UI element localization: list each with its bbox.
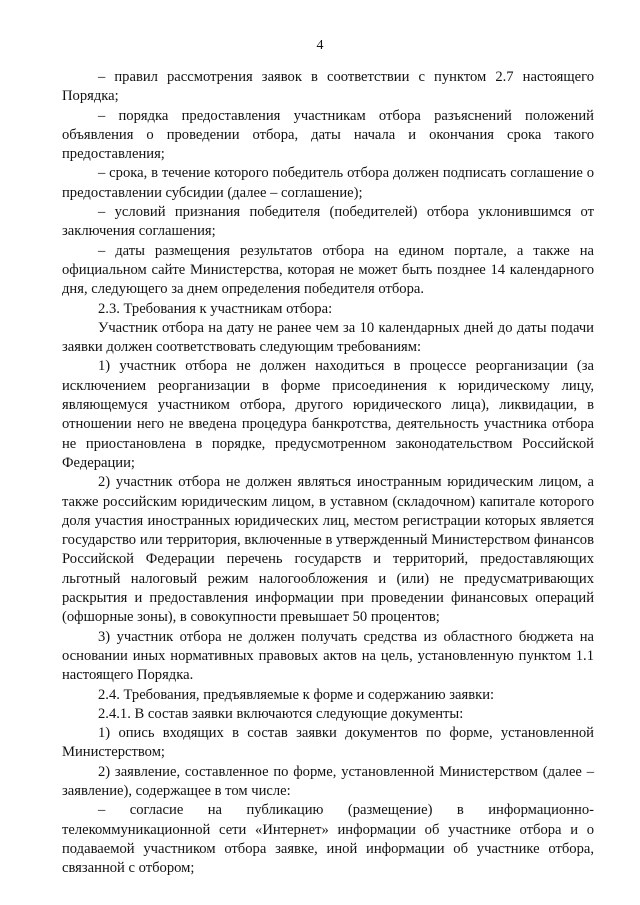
- paragraph: – даты размещения результатов отбора на едином портале, а также на официальном сайте Министерства, которая не может быть позднее 14 календарного дня, следующего за днем определения победителя отбора.: [62, 242, 594, 298]
- section-heading: 2.4. Требования, предъявляемые к форме и содержанию заявки:: [98, 686, 495, 703]
- document-body: [62, 68, 594, 878]
- section-heading: 2.3. Требования к участникам отбора:: [98, 300, 333, 317]
- paragraph: 2.4.1. В состав заявки включаются следующие документы:: [98, 705, 464, 722]
- paragraph: Участник отбора на дату не ранее чем за 10 календарных дней до даты подачи заявки должен соответствовать следующим требованиям:: [62, 319, 594, 356]
- paragraph: 3) участник отбора не должен получать средства из областного бюджета на основании иных нормативных правовых актов на цель, установленную пунктом 1.1 настоящего Порядка.: [62, 628, 594, 684]
- paragraph: 1) участник отбора не должен находиться в процессе реорганизации (за исключением реорганизации в форме присоединения к юридическому лицу, являющемуся участником отбора, другого юридического лица), ликвидации, в отношении него не введена процедура банкротства, деятельность участника отбора не приостановлена в порядке, предусмотренном законодательством Российской Федерации;: [62, 358, 594, 471]
- paragraph: – срока, в течение которого победитель отбора должен подписать соглашение о предоставлении субсидии (далее – соглашение);: [62, 165, 594, 201]
- paragraph: 1) опись входящих в состав заявки документов по форме, установленной Министерством;: [62, 725, 594, 761]
- paragraph: 2) заявление, составленное по форме, установленной Министерством (далее – заявление), содержащее в том числе:: [62, 763, 594, 799]
- page-number: 4: [316, 38, 324, 53]
- paragraph: – порядка предоставления участникам отбора разъяснений положений объявления о проведении отбора, даты начала и окончания срока такого предоставления;: [62, 107, 594, 163]
- paragraph: – согласие на публикацию (размещение) в информационно-телекоммуникационной сети «Интернет» информации об участнике отбора и о подаваемой участником отбора заявке, иной информации об участнике отбора, связанной с отбором;: [62, 802, 594, 877]
- paragraph: 2) участник отбора не должен являться иностранным юридическим лицом, а также российским юридическим лицом, в уставном (складочном) капитале которого доля участия иностранных юридических лиц, местом регистрации которых является государство или территория, включенные в утвержденный Министерством финансов Российской Федерации перечень государств и территорий, предоставляющих льготный налоговый режим налогообложения и (или) не предусматривающих раскрытия и предоставления информации при проведении финансовых операций (офшорные зоны), в совокупности превышает 50 процентов;: [62, 474, 594, 626]
- paragraph: – условий признания победителя (победителей) отбора уклонившимся от заключения соглашения;: [62, 204, 594, 240]
- paragraph: – правил рассмотрения заявок в соответствии с пунктом 2.7 настоящего Порядка;: [62, 69, 594, 105]
